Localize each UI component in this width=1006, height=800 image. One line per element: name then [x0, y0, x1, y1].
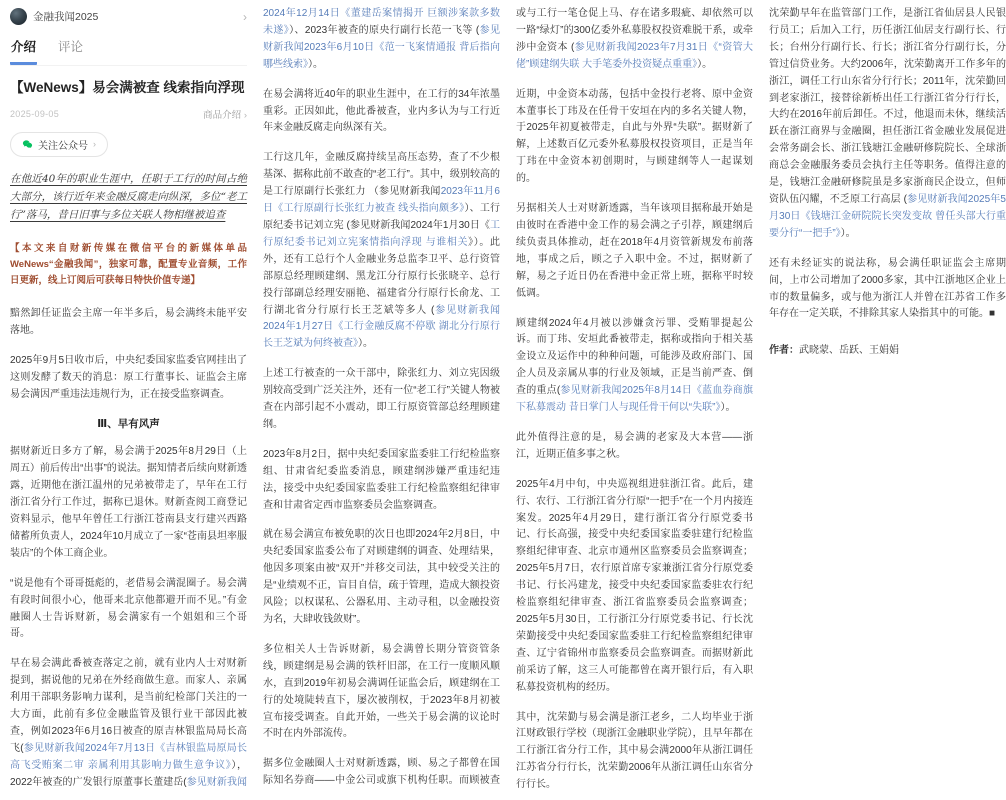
text-run: 工行这几年，金融反腐持续呈高压态势，查了不少根基深、据称此前不敢查的“老工行”。其中，级别较高的是工行原副行长张红力 （参见财新我闻 [263, 152, 500, 198]
text-run: ）、工行原纪委书记刘立宪 (参见财新我闻2024年1月30日《 [263, 203, 501, 231]
text-run: 多位相关人士告诉财新，易会满曾长期分管资管条线，顾建纲是易会满的铁杆旧部，在工行一度顺风顺水，直到2019年初易会满调任证监会后，顾建纲在工行的处境陡转直下，屡次被削权，于2023年8月初被宣布接受调查。自此开始，一些关于易会满的议论时不时在内外部流传。 [263, 643, 500, 740]
text-run: 黯然卸任证监会主席一年半多后，易会满终未能平安落地。 [10, 307, 247, 336]
inline-link[interactable]: 参见财新我闻2023年7月31日《“资管大佬”顾建纲失联 大手笔委外投资疑点重重》 [516, 41, 753, 70]
author-line [769, 343, 1006, 360]
page-title: 【WeNews】易会满被查 线索指向浮现 [10, 80, 245, 95]
text-run: ）， 2022年被查的广发银行原董事长董建岳( [10, 759, 248, 788]
inline-link[interactable]: 参见财新我闻2025年5月30日《钱塘江金研院院长突发变故 曾任头部大行重要分行“一把手”》 [769, 193, 1006, 239]
inline-link[interactable]: 参见财新我闻2024年7月13日《吉林银监局原局长高飞受贿案二审 亲属利用其影响力做生意争议》 [10, 742, 247, 771]
paragraph [516, 201, 753, 302]
account-avatar [10, 8, 27, 25]
product-intro-link[interactable] [203, 107, 247, 121]
text-run: ）。 [697, 58, 713, 70]
account-header[interactable] [10, 6, 247, 37]
text-run: 还有未经证实的说法称，易会满任职证监会主席期间，上市公司增加了2000多家，其中江浙地区企业上市的数量偏多，或与他为浙江人并曾在江苏省工作多年存在一定关联，不排除其家人染指其中的可能。■ [769, 257, 1006, 320]
text-run: 2023年8月2日，据中央纪委国家监委驻工行纪检监察组、甘肃省纪委监委消息，顾建纲涉嫌严重违纪违法，接受中央纪委国家监委驻工行纪检监察组纪律审查和甘肃省定西市监察委员会监察调查。 [263, 448, 500, 511]
text-run: 据财新近日多方了解，易会满于2025年8月29日（上周五）前后传出“出事”的说法。据知情者后续向财新透露，近期他在浙江温州的兄弟被带走了，早年在工行浙江省分行工作过，据称已退休。财新查阅工商登记资料显示，他早年曾任工行浙江苍南县支行建兴西路储蓄所负责人，2024年10月成立了一家“苍南县坦率服装店”的个体工商企业。 [10, 446, 247, 559]
product-intro-label: 商品介绍 [203, 109, 242, 121]
text-run: 早在易会满此番被查落定之前，就有业内人士对财新提到，据说他的兄弟在外经商做生意。而家人、亲属利用干部职务影响力谋利，是当前纪检部门关注的一大方面，此前有多位金融监管及银行业干部因此被查，例如2023年6月16日被查的原吉林银监局局长高飞( [10, 658, 247, 754]
chevron-right-icon[interactable]: › [243, 9, 247, 24]
account-name: 金融我闻2025 [33, 11, 99, 23]
paragraph [263, 527, 500, 628]
paragraph [769, 256, 1006, 324]
paragraph [10, 353, 247, 404]
paragraph [769, 6, 1006, 243]
inline-link[interactable]: 参见财新我闻2023年6月10日《范一飞案情通报 背后指向哪些线索》 [263, 24, 501, 70]
text-run: 据多位金融圈人士对财新透露，顾、易之子都曾在国际知名券商——中金公司或旗下机构任职。而顾被查或与工行一笔仓促上马、存在诸多瑕疵、却依然可以一路“绿灯”的300亿委外私募股权投资难脱干系，或牵涉中金资本 ( [263, 8, 753, 787]
tab-intro[interactable]: 介绍 [10, 37, 37, 65]
paragraph [263, 447, 500, 515]
paragraph [263, 87, 500, 138]
paragraph [263, 150, 500, 353]
paragraph [10, 576, 247, 644]
text-run: ）。 [358, 338, 373, 350]
inline-link[interactable]: 参见财新我闻2024年1月27日《工行金融反腐不停歇 湖北分行原行长王芝斌为何终被查》 [263, 304, 501, 350]
text-run: ）。 [308, 58, 323, 70]
text-run: 武晓蒙、岳跃、王娟娟 [799, 345, 899, 357]
inline-link[interactable]: 2023年11月6日《工行原副行长张红力被查 线头指向颇多》 [263, 186, 500, 215]
inline-link[interactable]: 参见财新我闻2025年8月14日《蓝血券商旗下私募震动 昔日掌门人与现任骨干何以“失联”》 [516, 385, 753, 414]
text-run: 作者： [769, 345, 799, 357]
text-run: 近期，中金资本动荡，包括中金投行老将、原中金资本董事长丁玮及在任骨干安垣在内的多名关键人物，于2025年初夏被带走，自此与外界“失联”。据财新了解，上述数百亿元委外私募股权投资项目，正是当年丁玮在中金资本初创期时，与顾建纲等人一起谋划的。 [516, 88, 753, 185]
text-run: ）。 [720, 402, 736, 414]
paragraph [516, 87, 753, 188]
text-run: 2025年9月5日收市后，中央纪委国家监委官网挂出了这则发酵了数天的消息：原工行董事长、证监会主席易会满因严重违法违规行为，正在接受监察调查。 [10, 354, 247, 400]
inline-link[interactable]: 参见财新我闻2024年12月14日《董建岳案情揭开 巨额涉案款多数未遂》 [186, 8, 500, 788]
text-run: ）、2023年被查的原央行副行长范一飞等 ( [289, 24, 480, 36]
chevron-right-icon: › [93, 139, 96, 150]
text-run: 顾建纲2024年4月被以涉嫌贪污罪、受贿罪提起公诉。而丁玮、安垣此番被带走，据称或指向于相关基金设立及运作中的种种问题，可能涉及政府部门、国企人员及亲属从事的行业及领域，正是当前严查、倒查的重点( [516, 317, 753, 397]
publish-date: 2025-09-05 [10, 108, 60, 119]
paragraph [263, 366, 500, 434]
text-run: 》）。此外，还有工总行个人金融业务总监李卫平、总行资管部原总经理顾建纲、黑龙江分行原行长张晓辛、总行投行部副总经理安丽艳、福建省分行原行长俞龙、工行湖北省分行原行长王芝斌等多人 ( [263, 236, 501, 316]
follow-button-label: 关注公众号 [38, 140, 88, 152]
text-run: “说是他有个哥哥挺彪的，老借易会满混圈子。易会满有段时间很小心，他哥来北京他都避开而不见。”有金融圈人士告诉财新，易会满家有一个姐姐和三个哥哥。 [10, 577, 247, 640]
tab-bar [10, 37, 247, 66]
paragraph [10, 306, 247, 340]
text-run: 沈荣勤早年在监管部门工作，是浙江省仙居县人民银行员工；后加入工行，历任浙江仙居支行副行长、行长；台州分行副行长、行长；浙江省分行副行长，分管过信贷业务。大约2006年，沈荣勤离开工作多年的浙江，调任工行山东省分行行长；2011年，沈荣勤回到老家浙江，接替徐新桥出任工行浙江省分行行长，大约在2016年前后卸任。不过，他退而未休，继续活跃在浙江商界与金融圈，担任浙江省金融业发展促进会常务副会长、浙江钱塘江金融研修院院长、全球浙商总会金融服务委员会执行主任等职务。值得注意的是，钱塘江金融研修院虽是多家浙商民企设立，但师资队伍闪耀，不乏原工行高层 ( [769, 8, 1006, 205]
text-run: 上述工行被查的一众干部中，除张红力、刘立宪因级别较高受到广泛关注外，还有一位“老工行”关键人物被查在内部引起不小震动，即工行原资管部总经理顾建纲。 [263, 368, 500, 430]
paragraph [516, 430, 753, 464]
article-body [10, 6, 1006, 800]
article-summary: 在他近40年的职业生涯中，任职于工行的时间占绝大部分，该行近年来金融反腐走向纵深，多位“老工行”落马，昔日旧事与多位关联人物相继被追查 [10, 172, 247, 221]
source-disclaimer: 【本文来自财新传媒在微信平台的新媒体单品 WeNews“金融我闻”，独家可靠，配置专业音频，工作日更新，线上订阅后可获每日特快价值专递】 [10, 242, 247, 286]
text-run: ）。 [840, 227, 856, 239]
text-run: 就在易会满宣布被免职的次日也即2024年2月8日，中央纪委国家监委公布了对顾建纲的调查、处理结果，他因多项案由被“双开”并移交司法，其中较受关注的是“业绩观不正，盲目自信，疏于管理，造成大额投资风险；以权谋私、公器私用、主动寻租，以金融投资为名，大肆收钱敛财”。 [263, 529, 500, 625]
paragraph [516, 316, 753, 417]
text-run: 此外值得注意的是，易会满的老家及大本营——浙江，近期正值多事之秋。 [516, 431, 753, 460]
section-heading: Ⅲ、早有风声 [97, 418, 160, 431]
text-run: 2025年4月中旬，中央巡视组进驻浙江省。此后，建行、农行、工行浙江省分行原“一把手”在一个月内接连案发。2025年4月29日，建行浙江省分行原党委书记、行长高强，接受中央纪委国家监委驻建行纪检监察组纪律审查、北京市通州区监察委员会监察调查；2025年5月7日，农行原首席专家兼浙江省分行原党委书记、行长冯建龙，接受中央纪委国家监委驻农行纪检监察组纪律审查、浙江省监察委员会监察调查；2025年5月30日，工行浙江分行原党委书记、行长沈荣勤接受中央纪委国家监委驻工行纪检监察组纪律审查、辽宁省锦州市监察委员会监察调查。而据财新此前采访了解，这三人可能都曾在离开银行后，有入职私募投资机构的经历。 [516, 478, 753, 693]
paragraph [516, 477, 753, 697]
follow-official-account-button[interactable] [10, 132, 108, 157]
meta-row [10, 107, 247, 121]
text-run: 在易会满将近40年的职业生涯中，在工行的34年浓墨重彩。正因如此，他此番被查，业内多认为与工行近年来金融反腐走向纵深有关。 [263, 88, 500, 134]
paragraph [516, 710, 753, 795]
inline-link[interactable]: 工行原纪委书记刘立宪案情指向浮现 与谁相关 [263, 219, 500, 248]
chevron-right-icon: › [243, 109, 247, 121]
tab-comments[interactable]: 评论 [58, 40, 84, 54]
paragraph [10, 444, 247, 562]
wechat-icon [22, 139, 33, 150]
text-run: 另据相关人士对财新透露，当年该项目据称最开始是由彼时在香港中金工作的易会满之子引荐，顾建纲后续负责具体推动，赶在2018年4月资管新规发布前落地，事成之后，顾之子入职中金。不过，据财新了解，易之子近日仍在香港中金正常上班，据称平时较低调。 [516, 203, 753, 299]
paragraph [263, 642, 500, 743]
text-run: 其中，沈荣勤与易会满是浙江老乡，二人均毕业于浙江财政银行学校（现浙江金融职业学院），且早年都在工行浙江省分行工作，其中易会满2000年从浙江调任江苏省分行行长，沈荣勤2006年从浙江调任山东省分行行长。 [516, 711, 753, 791]
